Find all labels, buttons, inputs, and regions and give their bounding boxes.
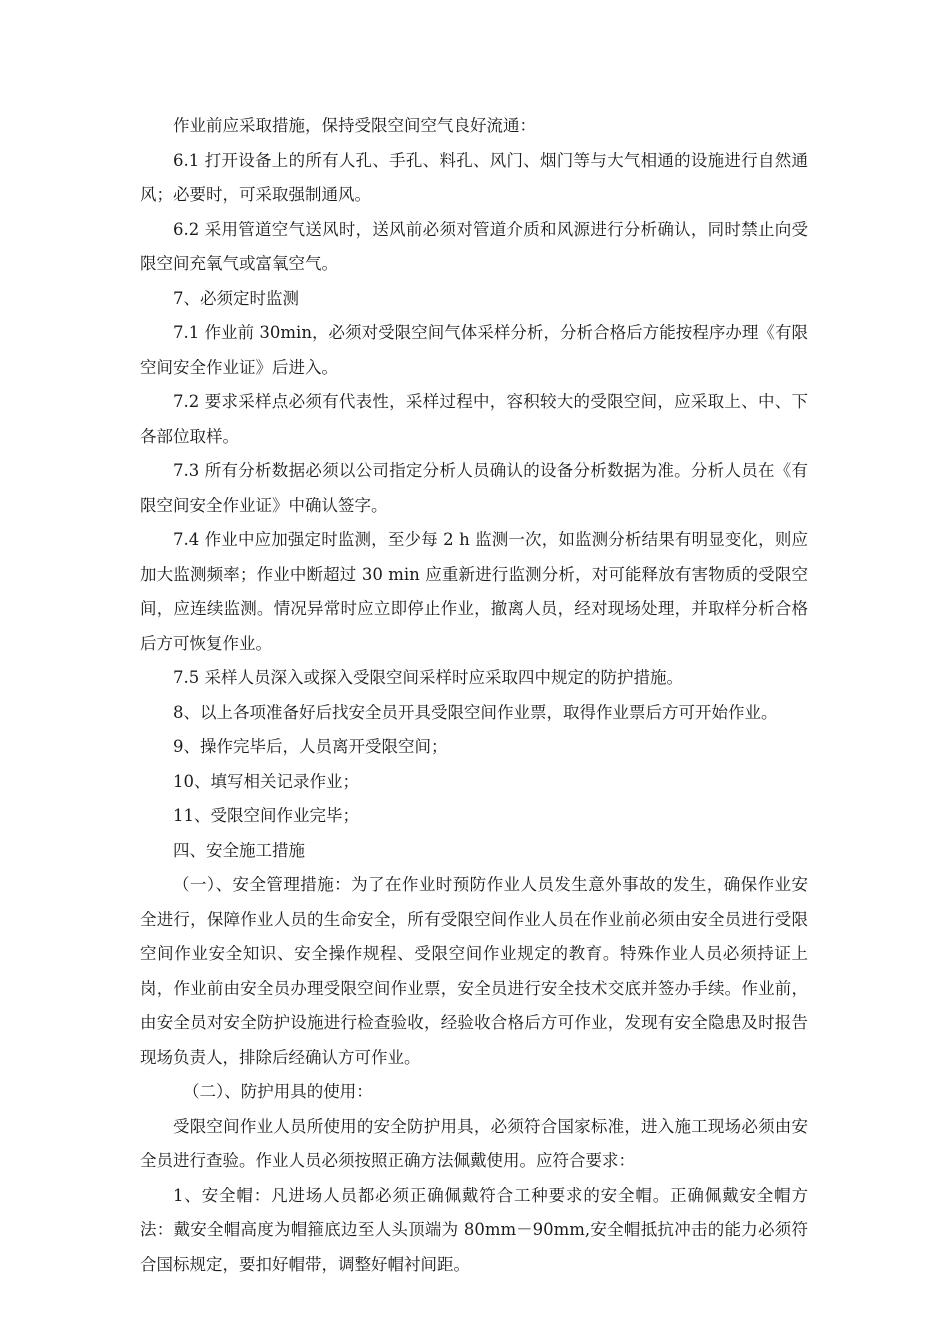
paragraph-ventilation-intro: 作业前应采取措施，保持受限空间空气良好流通： [173, 116, 536, 135]
paragraph-7-2: 7.2 要求采样点必须有代表性，采样过程中，容积较大的受限空间，应采取上、中、下各部位取样。 [140, 392, 808, 446]
paragraph-protective-gear-heading: （二）、防护用具的使用： [183, 1082, 373, 1101]
paragraph-7-1: 7.1 作业前 30min，必须对受限空间气体采样分析，分析合格后方能按程序办理《有限空间安全作业证》后进入。 [140, 323, 808, 377]
paragraph-7-heading: 7、必须定时监测 [173, 288, 299, 308]
paragraph-safety-management: （一）、安全管理措施：为了在作业时预防作业人员发生意外事故的发生，确保作业安全进行，保障作业人员的生命安全，所有受限空间作业人员在作业前必须由安全员进行受限空间作业安全知识、安全操作规程、受限空间作业规定的教育。特殊作业人员必须持证上岗，作业前由安全员办理受限空间作业票，安全员进行安全技术交底并签办手续。作业前，由安全员对安全防护设施进行检查验收，经验收合格后方可作业，发现有安全隐患及时报告现场负责人，排除后经确认方可作业。 [140, 875, 808, 1067]
paragraph-8: 8、以上各项准备好后找安全员开具受限空间作业票，取得作业票后方可开始作业。 [173, 702, 778, 722]
paragraph-6-1: 6.1 打开设备上的所有人孔、手孔、料孔、风门、烟门等与大气相通的设施进行自然通风；必要时，可采取强制通风。 [140, 150, 808, 204]
paragraph-6-2: 6.2 采用管道空气送风时，送风前必须对管道介质和风源进行分析确认，同时禁止向受限空间充氧气或富氧空气。 [140, 219, 808, 273]
paragraph-11: 11、受限空间作业完毕； [173, 806, 359, 825]
document-body [140, 109, 808, 1282]
section-heading-safety-measures: 四、安全施工措施 [173, 840, 305, 860]
paragraph-protective-gear-requirements: 受限空间作业人员所使用的安全防护用具，必须符合国家标准，进入施工现场必须由安全员进行查验。作业人员必须按照正确方法佩戴使用。应符合要求： [140, 1116, 808, 1170]
paragraph-7-3: 7.3 所有分析数据必须以公司指定分析人员确认的设备分析数据为准。分析人员在《有限空间安全作业证》中确认签字。 [140, 461, 808, 515]
paragraph-9: 9、操作完毕后，人员离开受限空间； [173, 737, 448, 756]
paragraph-7-4: 7.4 作业中应加强定时监测，至少每 2 h 监测一次，如监测分析结果有明显变化，则应加大监测频率；作业中断超过 30 min 应重新进行监测分析，对可能释放有害物质的受限空间，应连续监测。情况异常时应立即停止作业，撤离人员，经对现场处理，并取样分析合格后方可恢复作业。 [140, 530, 808, 653]
paragraph-safety-helmet: 1、安全帽：凡进场人员都必须正确佩戴符合工种要求的安全帽。正确佩戴安全帽方法：戴安全帽高度为帽箍底边至人头顶端为 80mm－90mm,安全帽抵抗冲击的能力必须符合国标规定，要扣好帽带，调整好帽衬间距。 [140, 1185, 808, 1274]
paragraph-10: 10、填写相关记录作业； [173, 771, 359, 791]
paragraph-7-5: 7.5 采样人员深入或探入受限空间采样时应采取四中规定的防护措施。 [173, 668, 683, 687]
